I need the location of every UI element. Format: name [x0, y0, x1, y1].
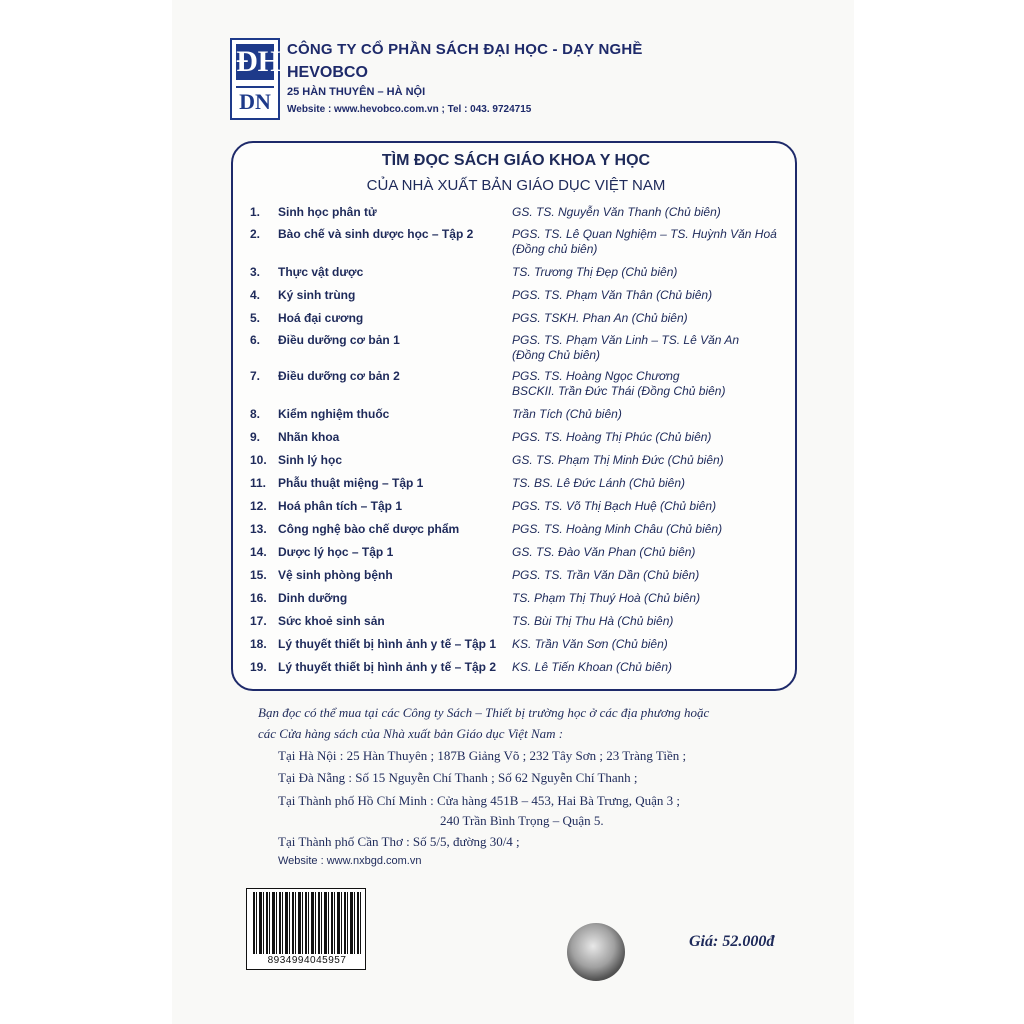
- item-number: 19.: [250, 660, 267, 674]
- item-title: Kiểm nghiệm thuốc: [278, 407, 390, 421]
- item-author: PGS. TS. Võ Thị Bạch Huệ (Chủ biên): [512, 499, 717, 513]
- item-number: 17.: [250, 614, 267, 628]
- item-author: GS. TS. Đào Văn Phan (Chủ biên): [512, 545, 696, 559]
- item-number: 11.: [250, 476, 267, 490]
- item-author: TS. Trương Thị Đẹp (Chủ biên): [512, 265, 678, 279]
- book-list-box: [231, 141, 797, 691]
- item-author-line2: (Đồng Chủ biên): [512, 348, 601, 362]
- item-author: PGS. TS. Hoàng Thị Phúc (Chủ biên): [512, 430, 712, 444]
- item-title: Công nghệ bào chế dược phẩm: [278, 522, 460, 536]
- address-hanoi: Tại Hà Nội : 25 Hàn Thuyên ; 187B Giảng Võ ; 232 Tây Sơn ; 23 Tràng Tiền ;: [278, 748, 687, 763]
- item-number: 1.: [250, 205, 261, 219]
- purchase-note-line1: Bạn đọc có thể mua tại các Công ty Sách – Thiết bị trường học ở các địa phương hoặc: [258, 705, 710, 720]
- item-author: Trần Tích (Chủ biên): [512, 407, 622, 421]
- item-title: Bào chế và sinh dược học – Tập 2: [278, 227, 474, 241]
- address-hcm-line2: 240 Trần Bình Trọng – Quận 5.: [440, 813, 604, 828]
- item-number: 12.: [250, 499, 267, 513]
- item-author: PGS. TS. Phạm Văn Linh – TS. Lê Văn An: [512, 333, 740, 347]
- item-title: Sức khoẻ sinh sản: [278, 614, 385, 628]
- item-author: PGS. TS. Hoàng Ngọc Chương: [512, 369, 680, 383]
- item-number: 2.: [250, 227, 261, 241]
- item-title: Lý thuyết thiết bị hình ảnh y tế – Tập 1: [278, 637, 497, 651]
- item-title: Vệ sinh phòng bệnh: [278, 568, 393, 582]
- item-number: 5.: [250, 311, 261, 325]
- publisher-brand: HEVOBCO: [287, 64, 368, 81]
- publisher-logo: [230, 38, 280, 120]
- item-author: TS. BS. Lê Đức Lánh (Chủ biên): [512, 476, 686, 490]
- book-list-heading: TÌM ĐỌC SÁCH GIÁO KHOA Y HỌC: [381, 152, 651, 169]
- item-title: Hoá phân tích – Tập 1: [278, 499, 403, 513]
- price-label: Giá: 52.000đ: [689, 933, 775, 950]
- item-number: 3.: [250, 265, 261, 279]
- item-title: Dinh dưỡng: [278, 591, 348, 605]
- nxbgd-website: Website : www.nxbgd.com.vn: [278, 855, 422, 867]
- item-author: TS. Phạm Thị Thuý Hoà (Chủ biên): [512, 591, 701, 605]
- item-title: Phẫu thuật miệng – Tập 1: [278, 476, 424, 490]
- item-number: 15.: [250, 568, 267, 582]
- item-number: 9.: [250, 430, 261, 444]
- item-author: GS. TS. Phạm Thị Minh Đức (Chủ biên): [512, 453, 724, 467]
- logo-top-mark: ĐH: [236, 45, 281, 78]
- item-number: 8.: [250, 407, 261, 421]
- item-author: PGS. TS. Phạm Văn Thân (Chủ biên): [512, 288, 713, 302]
- item-title: Thực vật dược: [278, 265, 364, 279]
- item-number: 16.: [250, 591, 267, 605]
- item-title: Sinh lý học: [278, 453, 343, 467]
- item-title: Hoá đại cương: [278, 311, 364, 325]
- item-author: GS. TS. Nguyễn Văn Thanh (Chủ biên): [512, 205, 721, 219]
- item-author: PGS. TS. Trần Văn Dần (Chủ biên): [512, 568, 700, 582]
- item-number: 14.: [250, 545, 267, 559]
- item-author-line2: BSCKII. Trần Đức Thái (Đồng Chủ biên): [512, 384, 726, 398]
- hologram-seal: [567, 923, 625, 981]
- item-number: 7.: [250, 369, 261, 383]
- purchase-note-line2: các Cửa hàng sách của Nhà xuất bản Giáo dục Việt Nam :: [258, 726, 564, 741]
- item-title: Điều dưỡng cơ bản 1: [278, 333, 400, 347]
- item-number: 10.: [250, 453, 267, 467]
- item-author: PGS. TSKH. Phan An (Chủ biên): [512, 311, 688, 325]
- logo-bottom-mark: DN: [236, 86, 274, 116]
- item-title: Ký sinh trùng: [278, 288, 356, 302]
- item-author: PGS. TS. Hoàng Minh Châu (Chủ biên): [512, 522, 723, 536]
- item-title: Dược lý học – Tập 1: [278, 545, 394, 559]
- item-author: KS. Lê Tiến Khoan (Chủ biên): [512, 660, 672, 674]
- barcode: [246, 888, 366, 970]
- item-title: Điều dưỡng cơ bản 2: [278, 369, 400, 383]
- address-danang: Tại Đà Nẵng : Số 15 Nguyễn Chí Thanh ; Số 62 Nguyễn Chí Thanh ;: [278, 770, 638, 785]
- item-title: Nhãn khoa: [278, 430, 340, 444]
- item-author: PGS. TS. Lê Quan Nghiệm – TS. Huỳnh Văn Hoá: [512, 227, 777, 241]
- item-author: KS. Trần Văn Sơn (Chủ biên): [512, 637, 668, 651]
- item-author-line2: (Đồng chủ biên): [512, 242, 598, 256]
- barcode-bars: [253, 892, 361, 954]
- publisher-address: 25 HÀN THUYÊN – HÀ NỘI: [287, 86, 426, 98]
- item-title: Lý thuyết thiết bị hình ảnh y tế – Tập 2: [278, 660, 497, 674]
- publisher-contact: Website : www.hevobco.com.vn ; Tel : 043. 9724715: [287, 104, 532, 115]
- item-number: 18.: [250, 637, 267, 651]
- item-author: TS. Bùi Thị Thu Hà (Chủ biên): [512, 614, 674, 628]
- publisher-company: CÔNG TY CỔ PHẦN SÁCH ĐẠI HỌC - DẠY NGHỀ: [287, 41, 643, 58]
- item-title: Sinh học phân tử: [278, 205, 377, 219]
- item-number: 6.: [250, 333, 261, 347]
- address-cantho: Tại Thành phố Cần Thơ : Số 5/5, đường 30/4 ;: [278, 834, 520, 849]
- book-list-subheading: CỦA NHÀ XUẤT BẢN GIÁO DỤC VIỆT NAM: [366, 177, 666, 194]
- item-number: 13.: [250, 522, 267, 536]
- address-hcm: Tại Thành phố Hồ Chí Minh : Cửa hàng 451B – 453, Hai Bà Trưng, Quận 3 ;: [278, 793, 681, 808]
- barcode-number: 8934994045957: [267, 955, 347, 966]
- item-number: 4.: [250, 288, 261, 302]
